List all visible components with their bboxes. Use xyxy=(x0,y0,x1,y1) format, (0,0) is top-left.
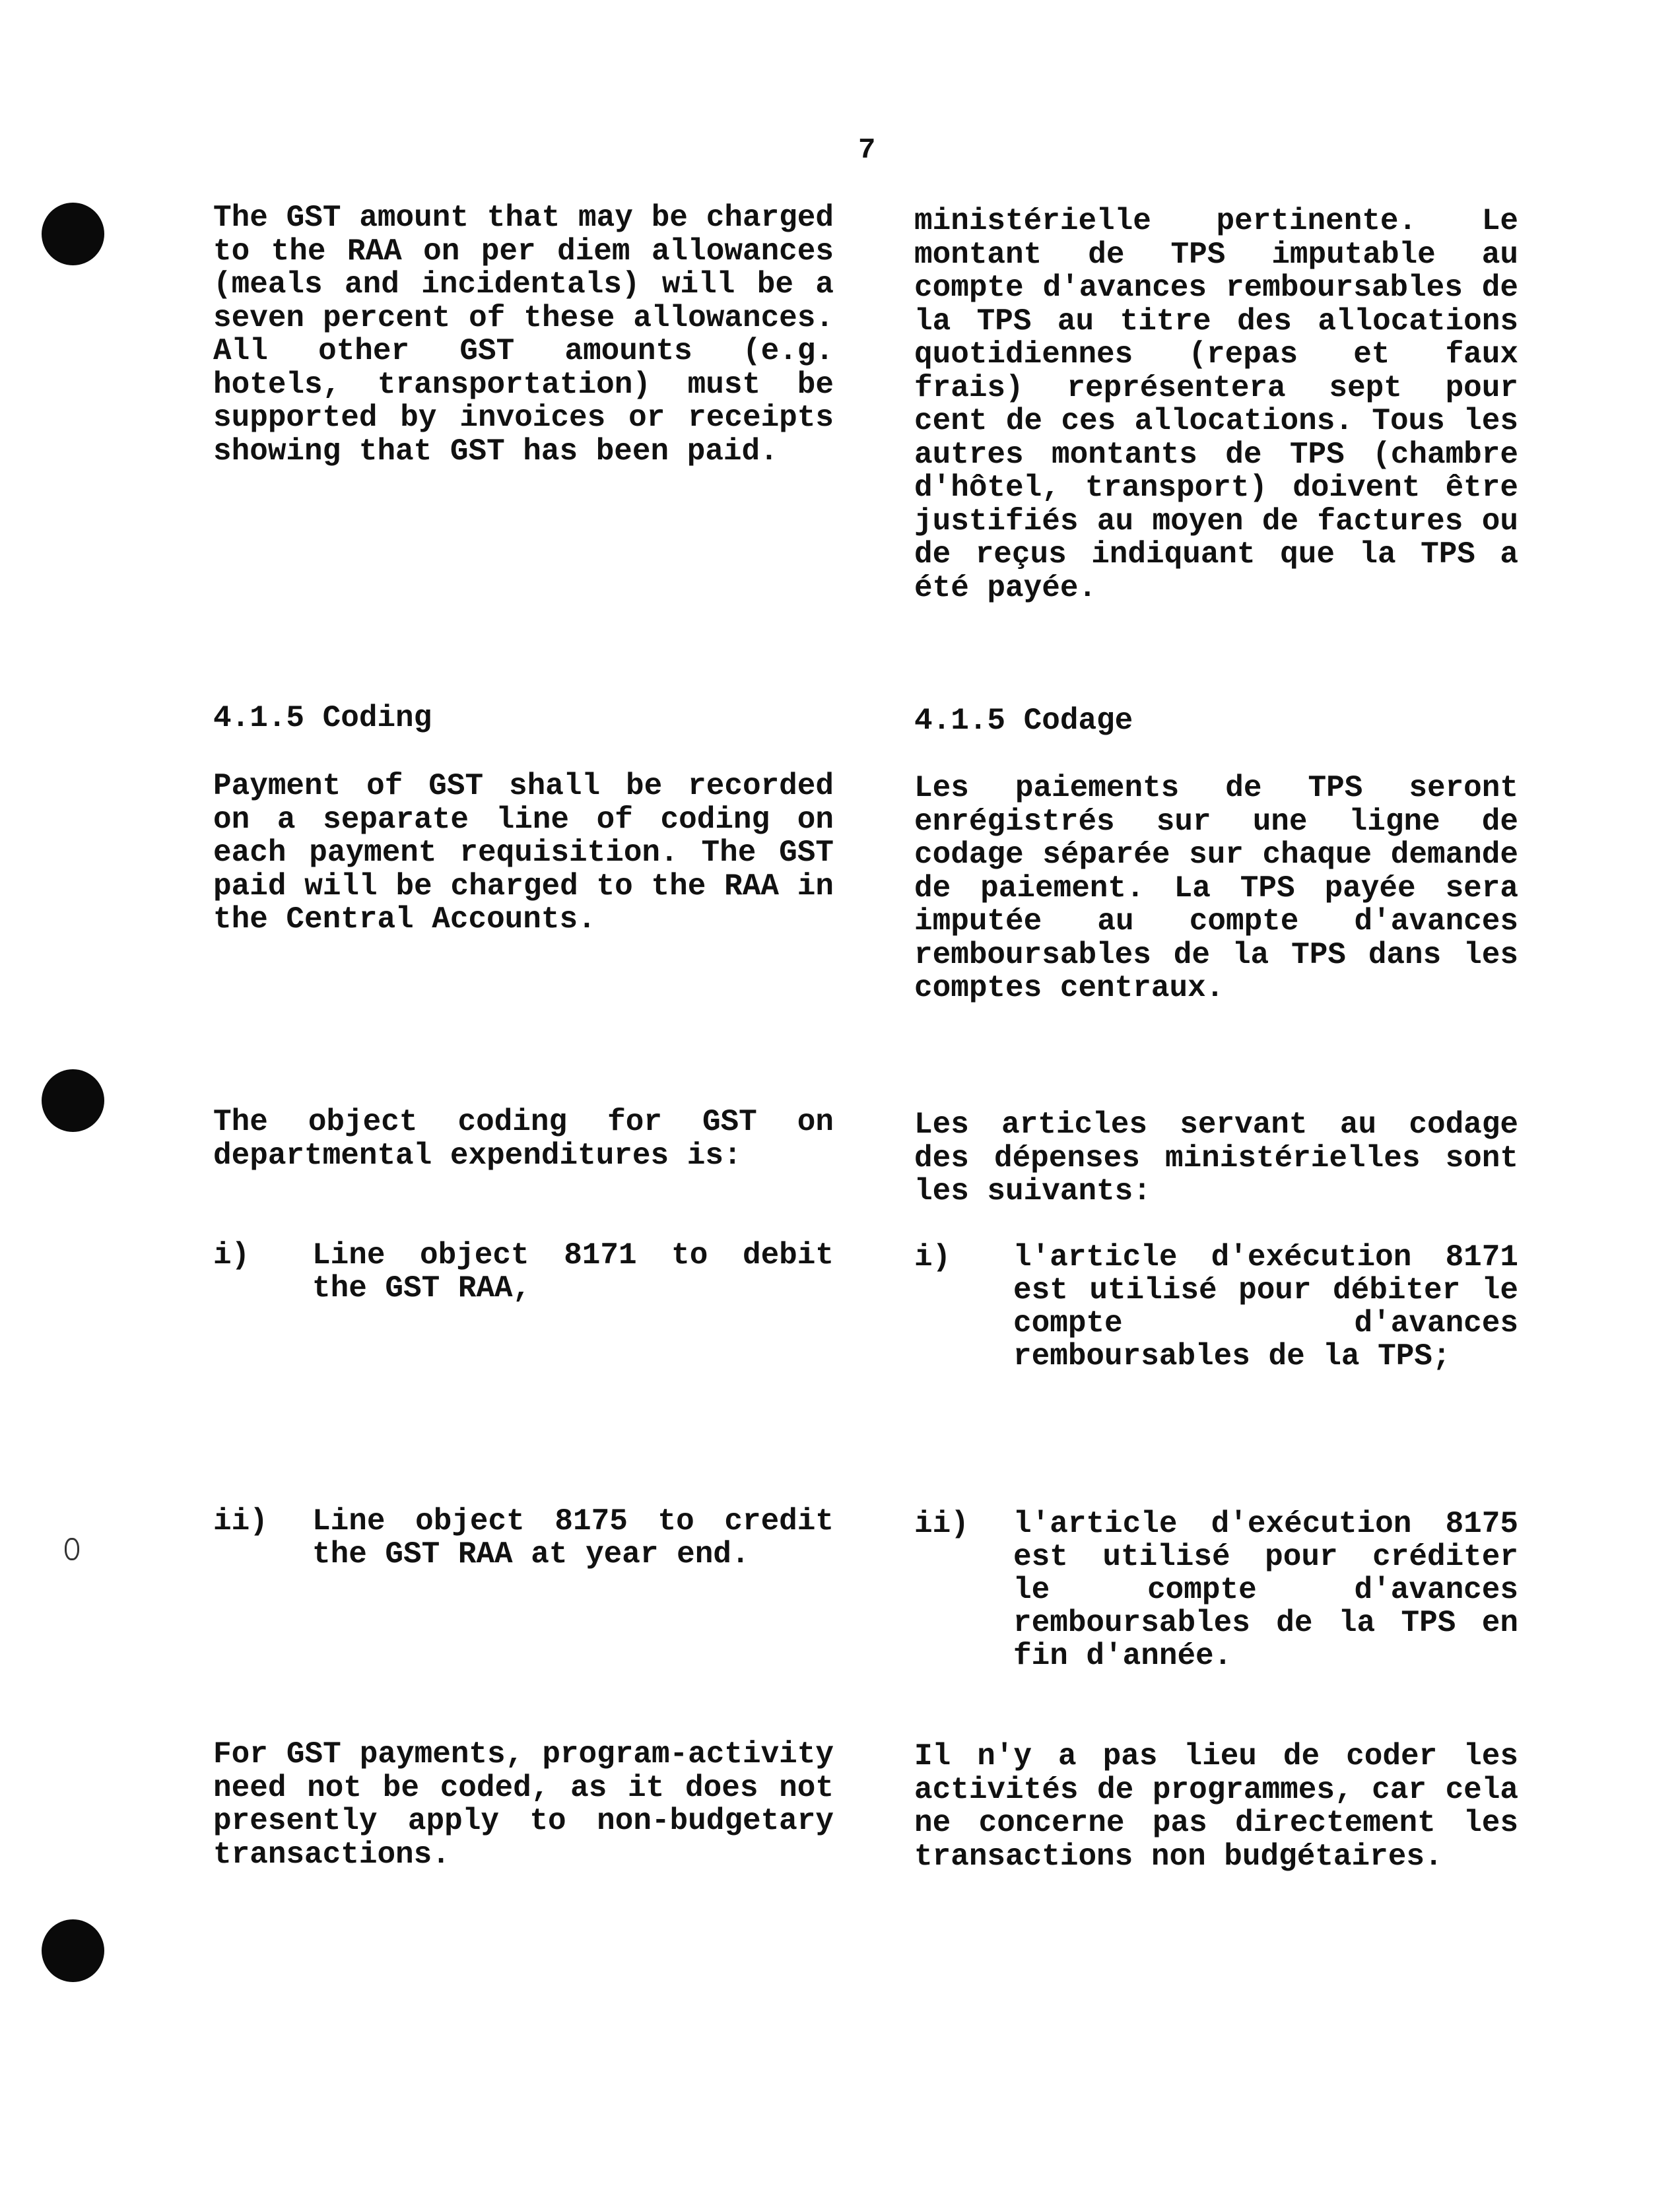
list-item-text: Line object 8171 to debit the GST RAA, xyxy=(312,1238,834,1306)
binder-hole-middle xyxy=(42,1069,104,1132)
list-item-number: i) xyxy=(213,1238,250,1273)
binder-hole-bottom xyxy=(42,1919,104,1982)
program-activity-paragraph-en: For GST payments, program-activity need not be coded, as it does not presently apply to non-budgetary transactions. xyxy=(213,1737,834,1872)
list-item-number: i) xyxy=(914,1240,951,1275)
gst-per-diem-paragraph-en: The GST amount that may be charged to the RAA on per diem allowances (meals and incidentals) will be a seven percent of these allowances. All other GST amounts (e.g. hotels, transportation) must be supported by invoices or receipts showing that GST has been paid. xyxy=(213,201,834,469)
list-item-number: ii) xyxy=(213,1504,268,1539)
scan-speck xyxy=(65,1538,79,1560)
list-item-number: ii) xyxy=(914,1507,969,1541)
program-activity-paragraph-fr: Il n'y a pas lieu de coder les activités de programmes, car cela ne concerne pas directement les transactions non budgétaires. xyxy=(914,1739,1518,1874)
binder-hole-top xyxy=(42,203,104,265)
gst-payment-recording-paragraph-fr: Les paiements de TPS seront enrégistrés sur une ligne de codage séparée sur chaque demande de paiement. La TPS payée sera imputée au compte d'avances remboursables de la TPS dans les comptes centraux. xyxy=(914,771,1518,1005)
list-item-text: Line object 8175 to credit the GST RAA at year end. xyxy=(312,1504,834,1572)
list-item-text: l'article d'exécution 8171 est utilisé pour débiter le compte d'avances remboursables de la TPS; xyxy=(1013,1240,1518,1374)
list-item-text: l'article d'exécution 8175 est utilisé pour créditer le compte d'avances remboursables de la TPS en fin d'année. xyxy=(1013,1507,1518,1673)
section-heading-coding-fr: 4.1.5 Codage xyxy=(914,704,1133,738)
gst-payment-recording-paragraph-en: Payment of GST shall be recorded on a separate line of coding on each payment requisition. The GST paid will be charged to the RAA in the Central Accounts. xyxy=(213,769,834,937)
object-coding-intro-en: The object coding for GST on departmental expenditures is: xyxy=(213,1105,834,1173)
page-number: 7 xyxy=(858,134,876,167)
section-heading-coding-en: 4.1.5 Coding xyxy=(213,701,432,735)
gst-per-diem-paragraph-fr: ministérielle pertinente. Le montant de TPS imputable au compte d'avances remboursables de la TPS au titre des allocations quotidiennes (repas et faux frais) représentera sept pour cent de ces allocations. Tous les autres montants de TPS (chambre d'hôtel, transport) doivent être justifiés au moyen de factures ou de reçus indiquant que la TPS a été payée. xyxy=(914,204,1518,605)
object-coding-intro-fr: Les articles servant au codage des dépenses ministérielles sont les suivants: xyxy=(914,1108,1518,1209)
